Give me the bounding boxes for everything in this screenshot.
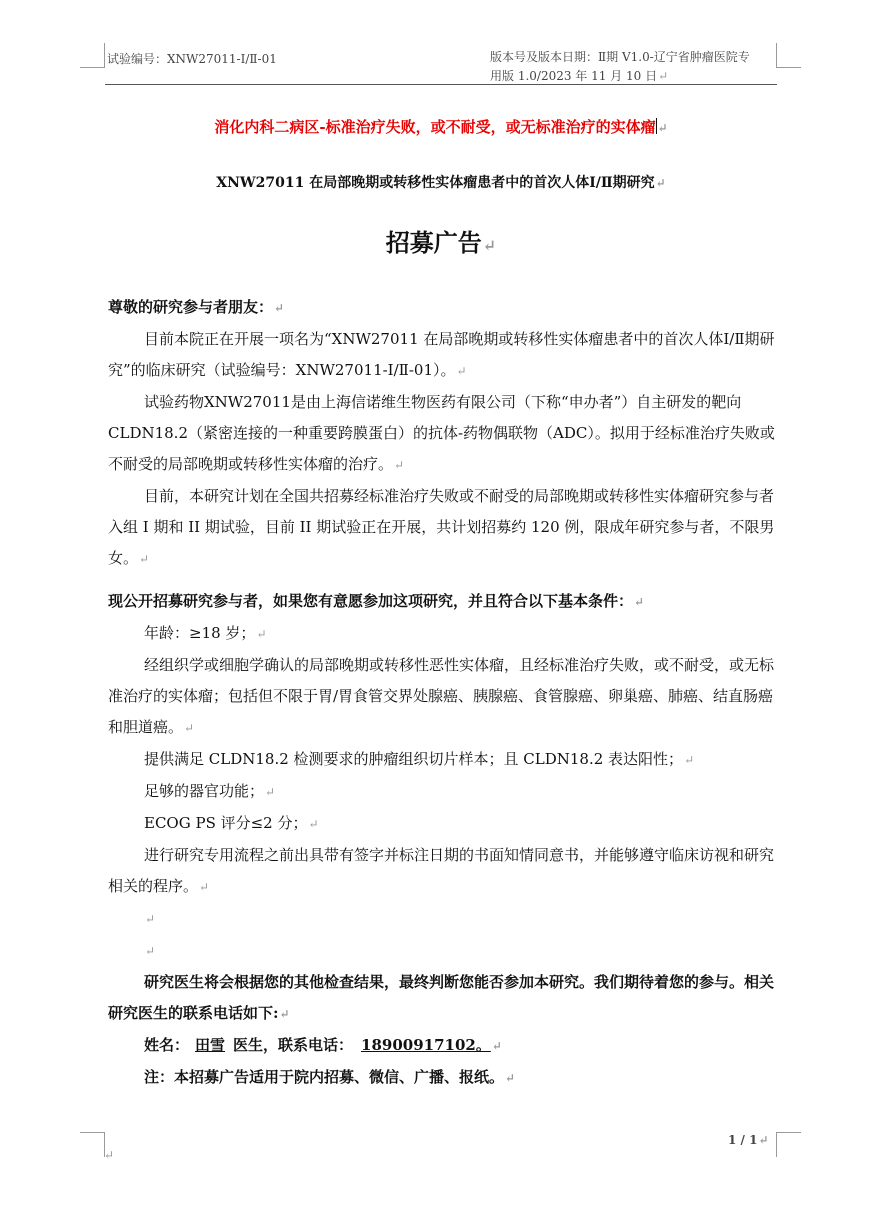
plan-paragraph: 目前，本研究计划在全国共招募经标准治疗失败或不耐受的局部晚期或转移性实体瘤研究参与者入组 I 期和 II 期试验，目前 II 期试验正在开展，共计划招募约 120 例，限成年研究参与者，不限男女。 — [108, 487, 775, 567]
crop-mark-bottom-right — [776, 1132, 801, 1157]
paragraph-mark: ↵ — [658, 69, 669, 83]
paragraph-mark: ↵ — [256, 627, 267, 641]
paragraph-mark: ↵ — [456, 364, 467, 378]
crop-mark-top-left — [80, 43, 105, 68]
paragraph-mark: ↵ — [139, 552, 150, 566]
paragraph-mark: ↵ — [308, 817, 319, 831]
text-cursor — [656, 118, 657, 134]
usage-note: 注：本招募广告适用于院内招募、微信、广播、报纸。 — [144, 1068, 505, 1086]
paragraph-mark: ↵ — [655, 176, 666, 190]
criteria-item: 足够的器官功能； — [144, 782, 265, 800]
study-title: XNW27011 在局部晚期或转移性实体瘤患者中的首次人体Ⅰ/Ⅱ期研究 — [216, 175, 655, 191]
document-body — [108, 292, 778, 1094]
contact-title: 医生，联系电话： — [233, 1036, 354, 1054]
criteria-item: 进行研究专用流程之前出具带有签字并标注日期的书面知情同意书，并能够遵守临床访视和研究相关的程序。 — [108, 846, 775, 895]
paragraph-mark: ↵ — [482, 236, 497, 255]
closing-paragraph: 研究医生将会根据您的其他检查结果，最终判断您能否参加本研究。我们期待着您的参与。相关研究医生的联系电话如下: — [108, 973, 775, 1022]
paragraph-mark: ↵ — [657, 121, 668, 135]
criteria-item: ECOG PS 评分≤2 分； — [144, 814, 308, 832]
paragraph-mark: ↵ — [758, 1133, 769, 1147]
contact-name: 田雪 — [195, 1036, 226, 1054]
intro-paragraph: 目前本院正在开展一项名为“XNW27011 在局部晚期或转移性实体瘤患者中的首次人体Ⅰ/Ⅱ期研究”的临床研究（试验编号：XNW27011-Ⅰ/Ⅱ-01）。 — [108, 330, 775, 379]
header-rule — [105, 84, 777, 85]
paragraph-mark: ↵ — [184, 721, 195, 735]
paragraph-mark: ↵ — [274, 301, 285, 315]
criteria-item: 年龄：≥18 岁； — [144, 624, 256, 642]
paragraph-mark: ↵ — [199, 880, 210, 894]
paragraph-mark: ↵ — [279, 1007, 290, 1021]
paragraph-mark: ↵ — [145, 944, 156, 958]
contact-name-label: 姓名： — [144, 1036, 190, 1054]
empty-paragraph — [108, 935, 778, 967]
paragraph-mark: ↵ — [634, 595, 645, 609]
drug-paragraph: 试验药物XNW27011是由上海信诺维生物医药有限公司（下称“申办者”）自主研发的靶向CLDN18.2（紧密连接的一种重要跨膜蛋白）的抗体-药物偶联物（ADC）。拟用于经标准治疗失败或不耐受的局部晚期或转移性实体瘤的治疗。 — [108, 393, 775, 473]
header-version-line1: 版本号及版本日期：Ⅱ期 V1.0-辽宁省肿瘤医院专 — [490, 50, 750, 64]
paragraph-mark: ↵ — [491, 1039, 502, 1053]
paragraph-mark: ↵ — [684, 753, 695, 767]
page-title: 招募广告 — [385, 228, 482, 257]
empty-paragraph — [108, 903, 778, 935]
header-version-line2: 用版 1.0/2023 年 11 月 10 日 — [490, 69, 658, 83]
criteria-heading: 现公开招募研究参与者，如果您有意愿参加这项研究，并且符合以下基本条件： — [108, 592, 634, 610]
crop-mark-bottom-left — [80, 1132, 105, 1157]
paragraph-mark: ↵ — [145, 912, 156, 926]
paragraph-mark: ↵ — [265, 785, 276, 799]
header-trial-number: 试验编号：XNW27011-Ⅰ/Ⅱ-01 — [107, 52, 277, 66]
crop-mark-top-right — [776, 43, 801, 68]
paragraph-mark: ↵ — [394, 458, 405, 472]
paragraph-mark: ↵ — [104, 1148, 115, 1162]
contact-line — [108, 1030, 778, 1062]
department-title: 消化内科二病区-标准治疗失败，或不耐受，或无标准治疗的实体瘤 — [214, 118, 656, 136]
paragraph-mark: ↵ — [505, 1071, 516, 1085]
criteria-item: 提供满足 CLDN18.2 检测要求的肿瘤组织切片样本；且 CLDN18.2 表达阳性； — [144, 750, 684, 768]
criteria-item: 经组织学或细胞学确认的局部晚期或转移性恶性实体瘤，且经标准治疗失败，或不耐受，或无标准治疗的实体瘤；包括但不限于胃/胃食管交界处腺癌、胰腺癌、食管腺癌、卵巢癌、肺癌、结直肠癌和胆道癌。 — [108, 656, 775, 736]
greeting: 尊敬的研究参与者朋友： — [108, 298, 274, 316]
contact-phone: 18900917102。 — [361, 1036, 491, 1054]
page-number: 1 / 1 — [728, 1133, 758, 1147]
header-version — [490, 48, 778, 86]
